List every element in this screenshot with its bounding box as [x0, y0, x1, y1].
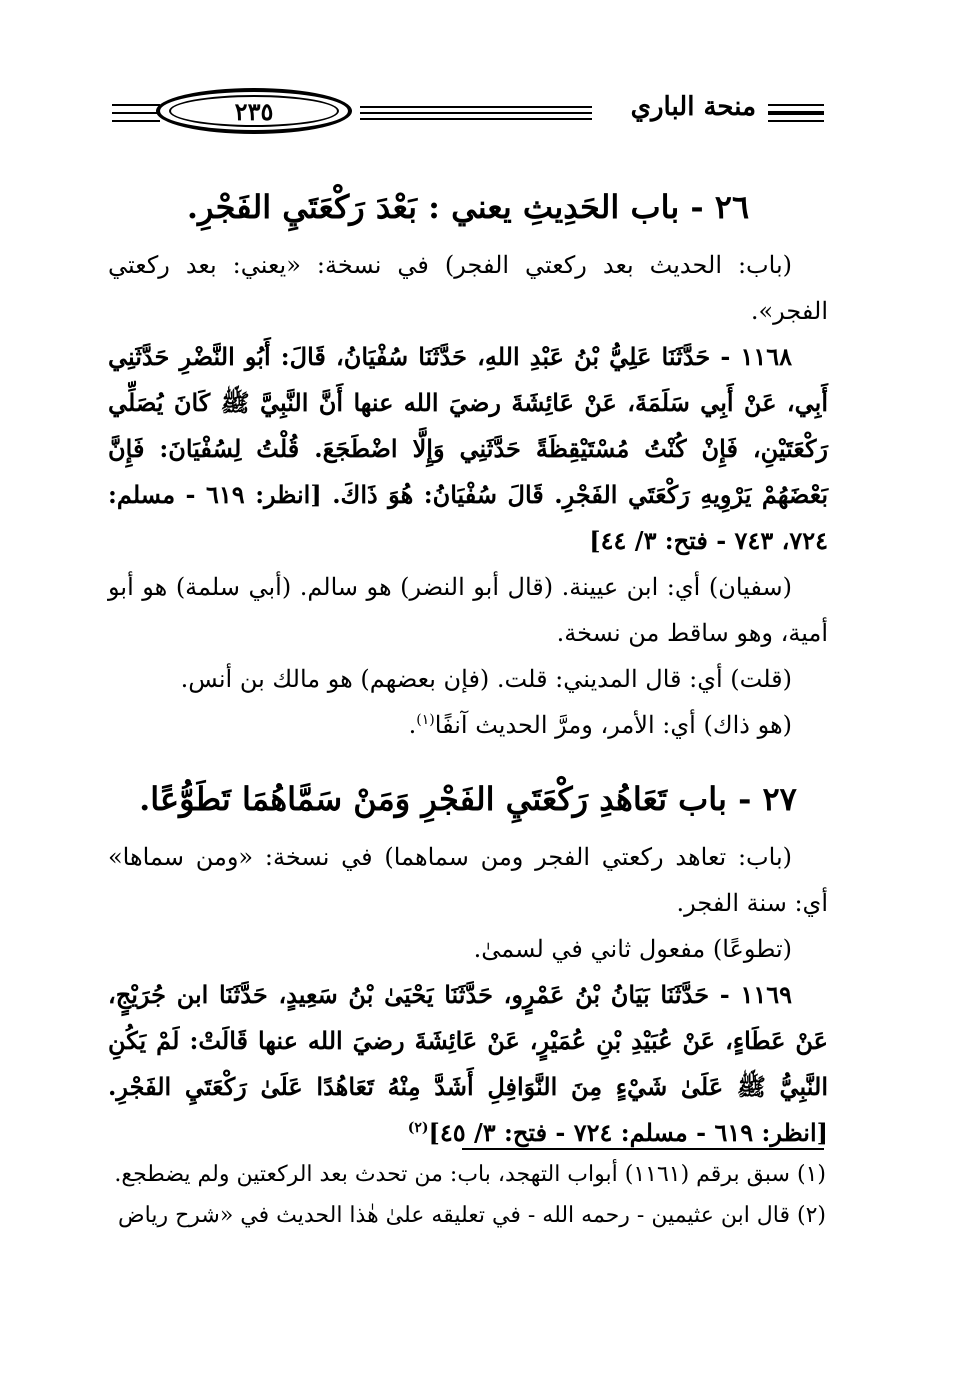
page-header	[112, 88, 824, 138]
hadith-text: ١١٦٩ - حَدَّثَنَا بَيَانُ بْنُ عَمْرٍو، حَدَّثَنَا يَحْيَىٰ بْنُ سَعِيدٍ، حَدَّثَنَا ابن جُرَيْجٍ، عَنْ عَطَاءٍ، عَنْ عُبَيْدِ بْنِ عُمَيْرٍ، عَنْ عَائِشَةَ رضيَ الله عنها قَالَتْ: لَمْ يَكُنِ النَّبِيُّ ﷺ عَلَىٰ شَيْءٍ مِنَ النَّوَافِلِ أَشَدَّ مِنْهُ تَعَاهُدًا عَلَىٰ رَكْعَتَيِ الفَجْرِ. [انظر: ٦١٩ - مسلم: ٧٢٤ - فتح: ٣/ ٤٥]	[108, 980, 828, 1147]
hadith-1169	[108, 972, 828, 1156]
commentary-paragraph: (تطوعًا) مفعول ثاني في لسمىٰ.	[473, 935, 792, 963]
footnote-ref-2[interactable]: (٢)	[407, 1120, 429, 1136]
page-number: ٢٣٥	[234, 96, 274, 126]
footnote-2: (٢) قال ابن عثيمين - رحمه الله - في تعليقه علىٰ هٰذا الحديث في «شرح رياض	[118, 1203, 826, 1228]
page-number-badge	[156, 88, 352, 134]
running-title: منحة الباري	[630, 92, 756, 122]
chapter-heading-27: ٢٧ - باب تَعَاهُدِ رَكْعَتَيِ الفَجْرِ وَمَنْ سَمَّاهُمَا تَطَوُّعًا.	[139, 780, 797, 818]
footnotes	[108, 1154, 826, 1236]
footnote-separator	[462, 1148, 824, 1150]
commentary-paragraph: (قلت) أي: قال المديني: قلت. (فإن بعضهم) هو مالك بن أنس.	[180, 665, 792, 693]
commentary-paragraph: (باب: تعاهد ركعتي الفجر ومن سماهما) في نسخة: «ومن سماها» أي: سنة الفجر.	[108, 843, 828, 917]
commentary-paragraph: (هو ذاك) أي: الأمر، ومرَّ الحديث آنفًا$^{(١)}$.	[408, 711, 792, 739]
chapter-heading-26: ٢٦ - باب الحَدِيثِ يعني : بَعْدَ رَكْعَتَيِ الفَجْرِ.	[186, 188, 750, 226]
commentary-paragraph: (سفيان) أي: ابن عيينة. (قال أبو النضر) هو سالم. (أبي سلمة) هو أبو أمية، وهو ساقط من نسخة.	[108, 573, 828, 647]
header-rule	[360, 106, 592, 120]
header-ornament-left	[112, 104, 160, 122]
footnote-ref-1[interactable]: (١)	[416, 712, 435, 728]
hadith-1168: ١١٦٨ - حَدَّثَنَا عَلِيُّ بْنُ عَبْدِ اللهِ، حَدَّثَنَا سُفْيَانُ، قَالَ: أَبُو النَّضْرِ حَدَّثَنِي أَبِي، عَنْ أَبِي سَلَمَةَ، عَنْ عَائِشَةَ رضيَ الله عنها أَنَّ النَّبِيَّ ﷺ كَانَ يُصَلِّي رَكْعَتَيْنِ، فَإِنْ كُنْتُ مُسْتَيْقِظَةً حَدَّثَنِي وَإِلَّا اضْطَجَعَ. قُلْتُ لِسُفْيَانَ: فَإِنَّ بَعْضَهُمْ يَرْوِيهِ رَكْعَتَي الفَجْرِ. قَالَ سُفْيَانُ: هُوَ ذَاكَ. [انظر: ٦١٩ - مسلم: ٧٢٤، ٧٤٣ - فتح: ٣/ ٤٤]	[108, 342, 828, 555]
commentary-paragraph: (باب: الحديث بعد ركعتي الفجر) في نسخة: «يعني: بعد ركعتي الفجر».	[108, 251, 828, 325]
commentary-text: (هو ذاك) أي: الأمر، ومرَّ الحديث آنفًا	[434, 711, 792, 739]
footnote-1: (١) سبق برقم (١١٦١) أبواب التهجد، باب: من تحدث بعد الركعتين ولم يضطجع.	[114, 1162, 826, 1187]
main-text	[108, 180, 828, 1156]
header-ornament-right	[768, 104, 824, 122]
